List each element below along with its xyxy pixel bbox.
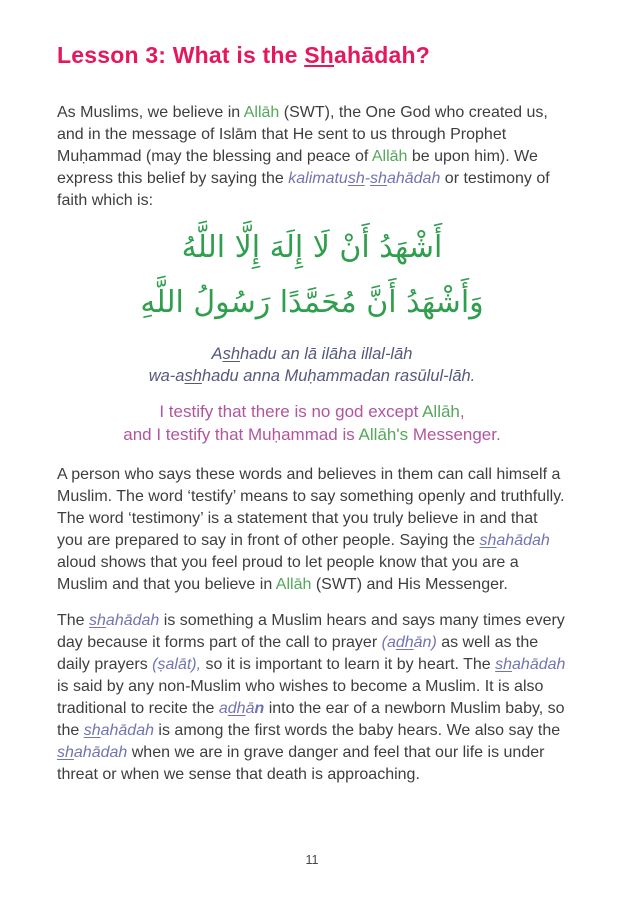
explanation-paragraph: A person who says these words and believes in them can call himself a Muslim. The word ‘testify’ means to say something openly and truthfully. The word ‘testimony’ is a statement that you truly believe in and that you are prepared to say in front of other people. Saying the shahādah aloud shows that you feel proud to let people know that you are a Muslim and that you believe in Allāh (SWT) and His Messenger. (57, 466, 565, 593)
page-title: Lesson 3: What is the Shahādah? (57, 42, 430, 68)
transliteration-line-1: Ashhadu an lā ilāha illal-lāh (211, 345, 413, 363)
intro-paragraph: As Muslims, we believe in Allāh (SWT), the One God who created us, and in the message of Islām that He sent to us through Prophet Muḥammad (may the blessing and peace of Allāh be upon him). We express this belief by saying the kalimatush-shahādah or testimony of faith which is: (57, 104, 550, 209)
transliteration-line-2: wa-ashhadu anna Muḥammadan rasūlul-lāh. (148, 367, 476, 385)
transliteration-block (57, 343, 567, 387)
translation-line-2: and I testify that Muḥammad is Allāh's Messenger. (123, 425, 501, 444)
translation-block (57, 400, 567, 446)
page-number: 11 (305, 853, 319, 867)
arabic-line-1: أَشْهَدُ أَنْ لَا إِلَهَ إِلَّا اللَّهُ (181, 230, 443, 265)
translation-line-1: I testify that there is no god except Allāh, (159, 402, 465, 421)
arabic-line-2: وَأَشْهَدُ أَنَّ مُحَمَّدًا رَسُولُ اللَّهِ (140, 285, 484, 320)
usage-paragraph: The shahādah is something a Muslim hears and says many times every day because it forms part of the call to prayer (adhān) as well as the daily prayers (ṣalāt), so it is important to learn it by heart. The shahādah is said by any non-Muslim who wishes to become a Muslim. It is also traditional to recite the adhān into the ear of a newborn Muslim baby, so the shahādah is among the first words the baby hears. We also say the shahādah when we are in grave danger and feel that our life is under threat or when we sense that death is approaching. (57, 612, 566, 783)
arabic-shahadah-calligraphy (57, 220, 567, 330)
